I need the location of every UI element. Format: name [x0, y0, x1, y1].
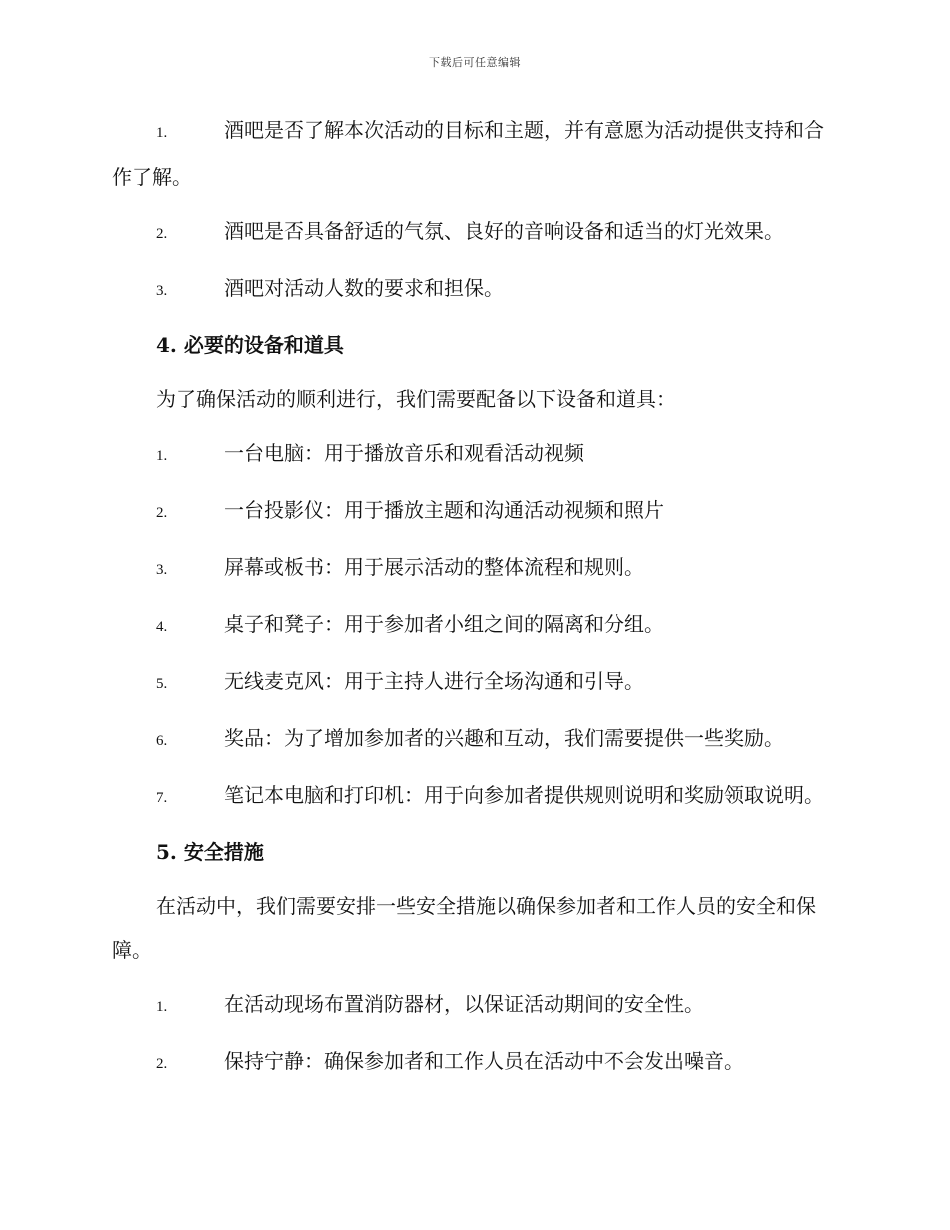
section-intro-safety: 在活动中，我们需要安排一些安全措施以确保参加者和工作人员的安全和保障。 [112, 894, 816, 962]
list-item [112, 659, 834, 706]
list-text: 无线麦克风：用于主持人进行全场沟通和引导。 [224, 669, 644, 693]
section-intro-equipment: 为了确保活动的顺利进行，我们需要配备以下设备和道具： [156, 387, 676, 411]
list-number: 2. [156, 226, 168, 242]
list-number: 6. [156, 733, 168, 749]
list-text: 酒吧对活动人数的要求和担保。 [224, 276, 504, 300]
list-text: 保持宁静：确保参加者和工作人员在活动中不会发出噪音。 [224, 1049, 744, 1073]
page-header-note: 下载后可任意编辑 [429, 56, 521, 69]
list-number: 7. [156, 790, 168, 806]
list-item [112, 545, 834, 592]
section-heading-safety: 5. 安全措施 [156, 840, 264, 864]
section-heading-equipment: 4. 必要的设备和道具 [156, 333, 344, 357]
list-text: 奖品：为了增加参加者的兴趣和互动，我们需要提供一些奖励。 [224, 726, 784, 750]
list-text: 酒吧是否具备舒适的气氛、良好的音响设备和适当的灯光效果。 [224, 219, 784, 243]
list-number: 5. [156, 676, 168, 692]
list-number: 4. [156, 619, 168, 635]
list-number: 1. [156, 125, 168, 141]
list-number: 1. [156, 999, 168, 1015]
list-text: 笔记本电脑和打印机：用于向参加者提供规则说明和奖励领取说明。 [224, 783, 824, 807]
list-number: 3. [156, 283, 168, 299]
list-item [112, 602, 834, 649]
list-text: 一台电脑：用于播放音乐和观看活动视频 [224, 441, 584, 465]
list-text: 桌子和凳子：用于参加者小组之间的隔离和分组。 [224, 612, 664, 636]
list-item [112, 1039, 834, 1086]
list-item [112, 716, 834, 763]
list-item [112, 108, 834, 199]
list-text: 酒吧是否了解本次活动的目标和主题，并有意愿为活动提供支持和合作了解。 [112, 118, 824, 189]
list-number: 2. [156, 505, 168, 521]
list-number: 1. [156, 448, 168, 464]
list-number: 2. [156, 1056, 168, 1072]
list-item [112, 209, 834, 256]
document-body [112, 108, 834, 1096]
list-item [112, 982, 834, 1029]
list-text: 屏幕或板书：用于展示活动的整体流程和规则。 [224, 555, 644, 579]
list-item [112, 773, 834, 820]
list-text: 在活动现场布置消防器材，以保证活动期间的安全性。 [224, 992, 704, 1016]
list-number: 3. [156, 562, 168, 578]
list-item [112, 431, 834, 478]
list-text: 一台投影仪：用于播放主题和沟通活动视频和照片 [224, 498, 664, 522]
list-item [112, 488, 834, 535]
list-item [112, 266, 834, 313]
